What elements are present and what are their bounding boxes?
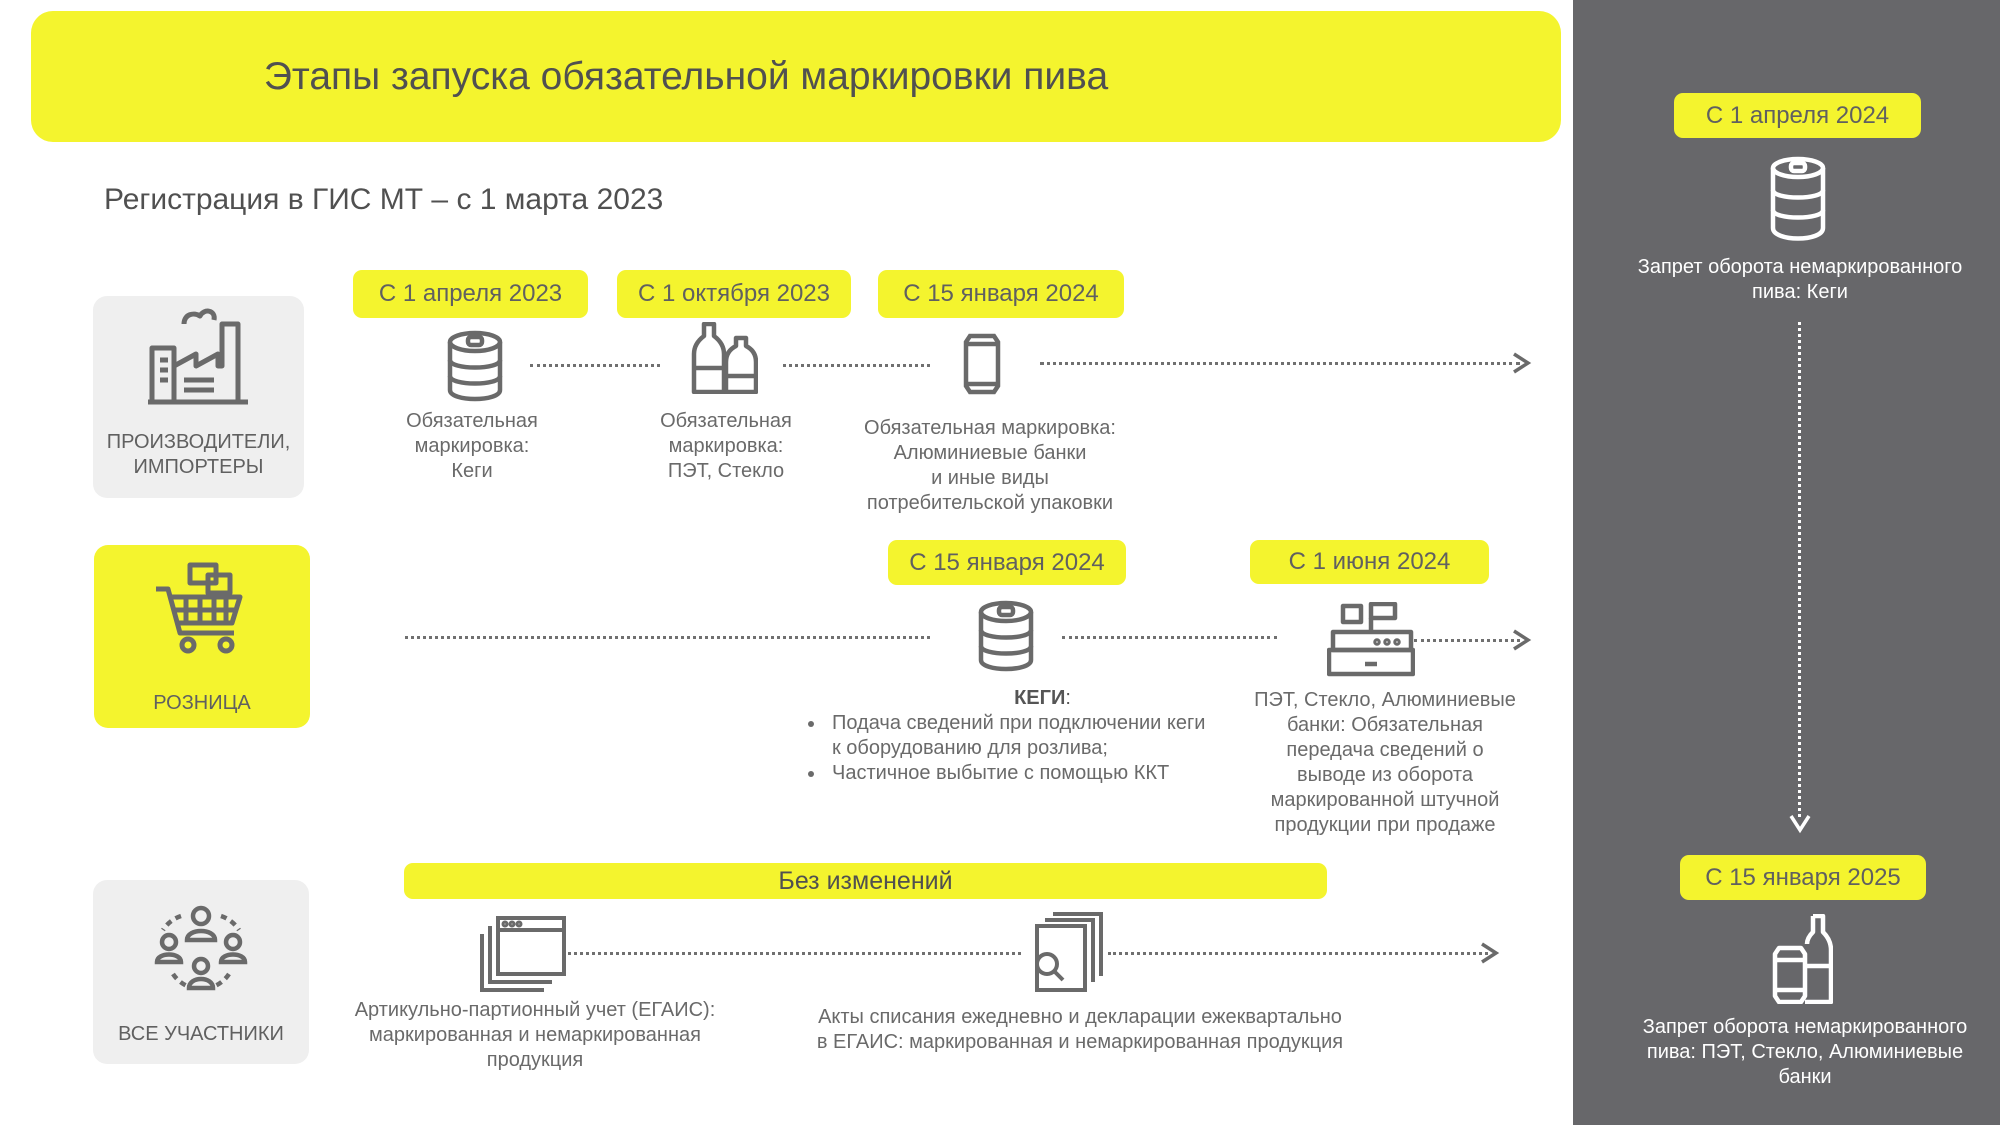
- registration-subtitle: Регистрация в ГИС МТ – с 1 марта 2023: [104, 183, 664, 216]
- category-all-participants: [93, 880, 309, 1064]
- producers-connector-2: [783, 364, 930, 367]
- retail-kegi-bullet-2: • Частичное выбытие с помощью ККТ: [826, 761, 1240, 786]
- producers-connector-3: [1040, 362, 1520, 365]
- retail-kegi-heading: КЕГИ: [1014, 687, 1066, 709]
- keg-icon: [977, 600, 1035, 672]
- keg-icon: [1769, 156, 1827, 242]
- bottles-icon: [686, 322, 758, 394]
- shopping-cart-icon: [152, 559, 252, 659]
- producers-stage-3-text: Обязательная маркировка: Алюминиевые банки и иные виды потребительской упаковки: [864, 417, 1116, 514]
- keg-icon: [446, 330, 504, 402]
- can-icon: [962, 332, 1002, 396]
- all-connector-2: [1108, 952, 1488, 955]
- all-item-2-text: Акты списания ежедневно и декларации ежеквартально в ЕГАИС: маркированная и немаркированная продукция: [816, 1006, 1344, 1053]
- retail-stage-2-text: ПЭТ, Стекло, Алюминиевые банки: Обязательная передача сведений о выводе из оборота маркированной штучной продукции при продаже: [1254, 689, 1516, 836]
- retail-connector-1: [405, 636, 930, 639]
- window-icon: [478, 914, 568, 992]
- producers-date-3: С 15 января 2024: [878, 270, 1124, 318]
- retail-connector-3: [1414, 639, 1520, 642]
- retail-date-2: С 1 июня 2024: [1250, 540, 1489, 584]
- retail-arrow-icon: [1510, 628, 1532, 652]
- producers-date-1: С 1 апреля 2023: [353, 270, 588, 318]
- retail-kegi-heading-colon: :: [1065, 687, 1071, 709]
- all-connector-1: [568, 952, 1021, 955]
- side-connector: [1798, 322, 1801, 817]
- retail-kegi-block: [790, 686, 1240, 786]
- producers-arrow-icon: [1510, 351, 1532, 375]
- side-top-date: С 1 апреля 2024: [1674, 93, 1921, 138]
- all-arrow-icon: [1478, 941, 1500, 965]
- retail-kegi-bullet-1: • Подача сведений при подключении кеги к оборудованию для розлива;: [826, 711, 1240, 761]
- side-bottom-date: С 15 января 2025: [1680, 855, 1926, 900]
- people-network-icon: [151, 900, 251, 996]
- all-item-1-text: Артикульно-партионный учет (ЕГАИС): маркированная и немаркированная продукция: [354, 999, 716, 1071]
- side-bottom-text: Запрет оборота немаркированного пива: ПЭТ, Стекло, Алюминиевые банки: [1642, 1016, 1968, 1088]
- category-retail-label: РОЗНИЦА: [153, 692, 251, 714]
- producers-stage-1-text: Обязательная маркировка: Кеги: [406, 410, 538, 482]
- page-title: Этапы запуска обязательной маркировки пива: [263, 54, 1109, 98]
- category-producers: [93, 296, 304, 498]
- producers-date-2: С 1 октября 2023: [617, 270, 851, 318]
- no-changes-banner: Без изменений: [404, 863, 1327, 899]
- producers-connector-1: [530, 364, 660, 367]
- retail-connector-2: [1062, 636, 1277, 639]
- category-all-label: ВСЕ УЧАСТНИКИ: [118, 1023, 284, 1045]
- document-search-icon: [1025, 912, 1105, 994]
- title-banner: [31, 11, 1561, 142]
- side-top-text: Запрет оборота немаркированного пива: Кеги: [1637, 256, 1963, 303]
- producers-stage-2-text: Обязательная маркировка: ПЭТ, Стекло: [660, 410, 792, 482]
- cash-register-icon: [1327, 602, 1415, 678]
- side-arrow-icon: [1788, 812, 1812, 834]
- category-producers-label: ПРОИЗВОДИТЕЛИ, ИМПОРТЕРЫ: [106, 431, 291, 478]
- factory-icon: [144, 304, 254, 416]
- can-bottle-icon: [1771, 914, 1833, 1004]
- retail-date-1: С 15 января 2024: [888, 540, 1126, 585]
- category-retail: [94, 545, 310, 728]
